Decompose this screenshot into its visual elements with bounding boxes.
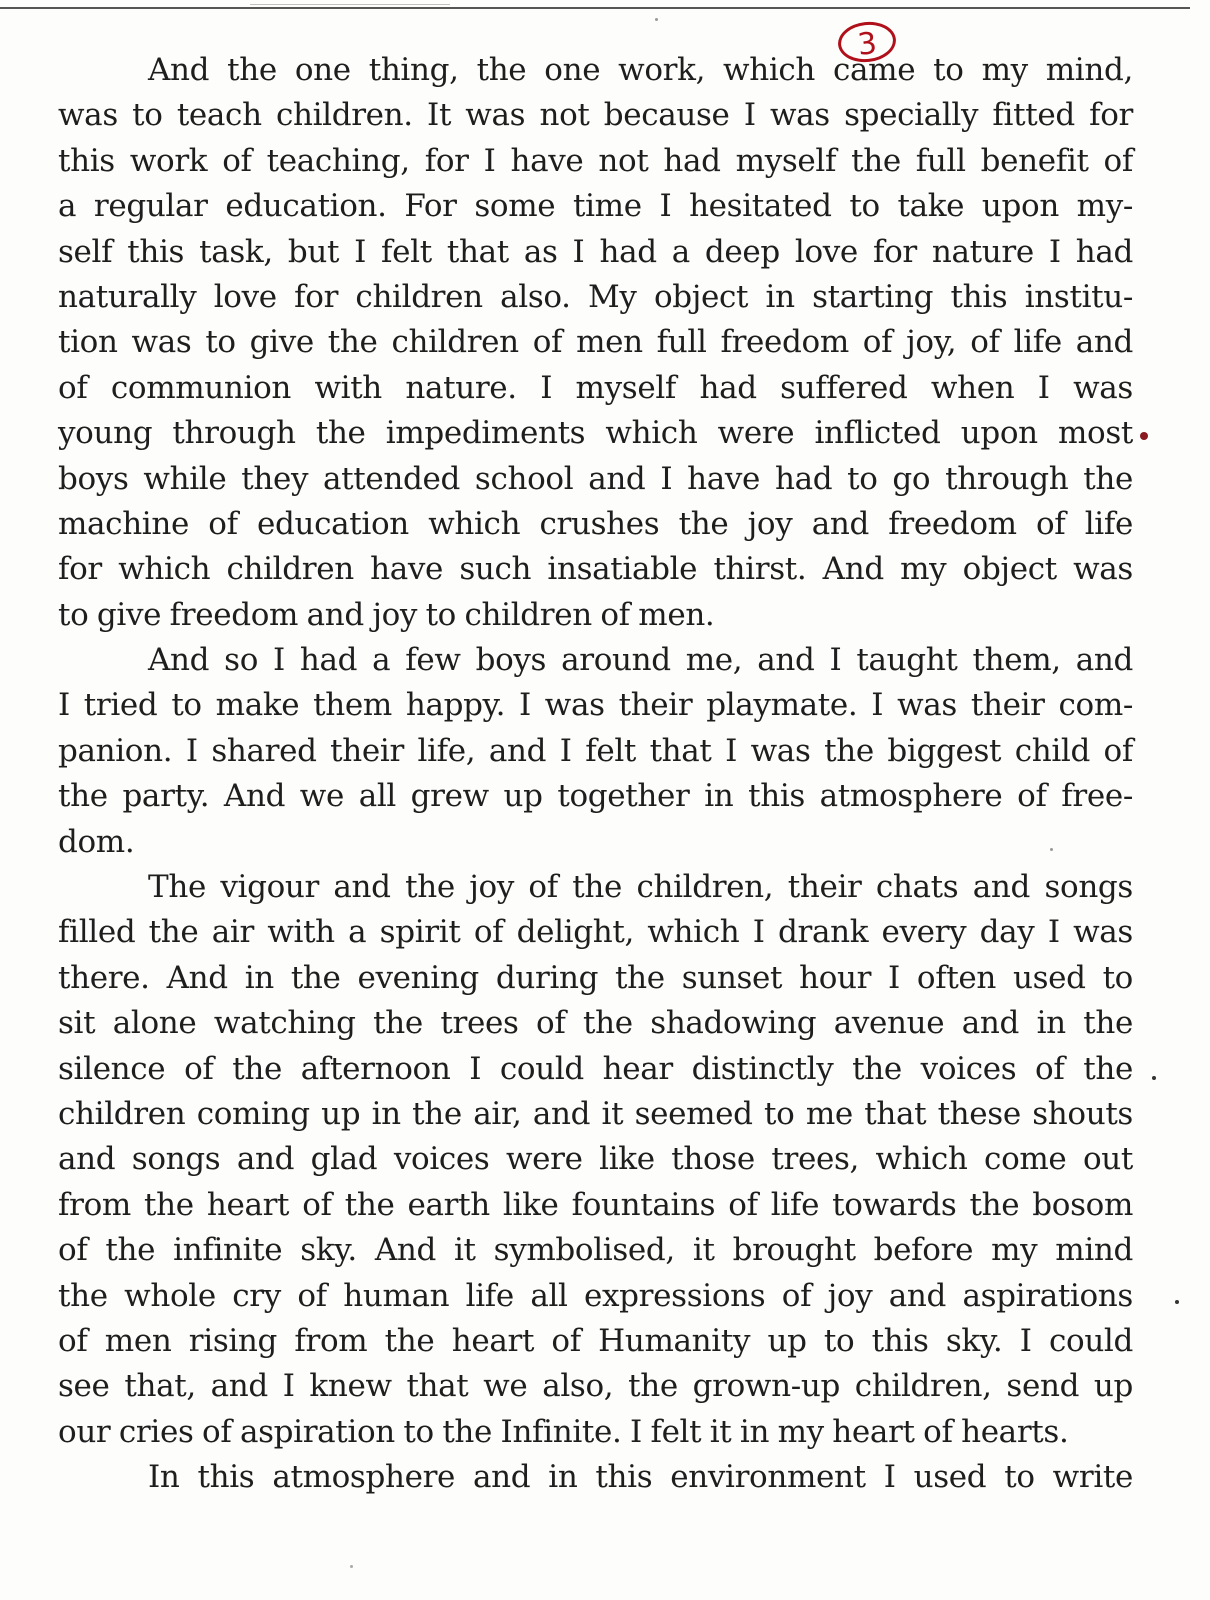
text-line: self this task, but I felt that as I had a deep love for nature I had <box>58 233 1133 270</box>
text-line: of communion with nature. I myself had suffered when I was <box>58 369 1133 406</box>
text-line: to give freedom and joy to children of men. <box>58 596 715 633</box>
text-line: dom. <box>58 823 135 860</box>
text-line: see that, and I knew that we also, the grown-up children, send up <box>58 1368 1133 1405</box>
text-line: this work of teaching, for I have not had myself the full benefit of <box>58 142 1133 179</box>
text-line: boys while they attended school and I have had to go through the <box>58 460 1133 497</box>
text-line: of men rising from the heart of Humanity up to this sky. I could <box>58 1322 1133 1359</box>
scan-speck <box>1175 1300 1179 1304</box>
top-rule-faint-line <box>250 0 450 5</box>
text-line: I tried to make them happy. I was their playmate. I was their com- <box>58 687 1133 724</box>
text-line: filled the air with a spirit of delight, which I drank every day I was <box>58 914 1133 951</box>
text-line: there. And in the evening during the sunset hour I often used to <box>58 959 1133 996</box>
text-line: was to teach children. It was not because I was specially fitted for <box>58 97 1133 134</box>
text-line: naturally love for children also. My object in starting this institu- <box>58 278 1133 315</box>
text-line: children coming up in the air, and it seemed to me that these shouts <box>58 1095 1133 1132</box>
scan-speck <box>1152 1076 1156 1080</box>
text-line: machine of education which crushes the joy and freedom of life <box>58 505 1133 542</box>
text-line: of the infinite sky. And it symbolised, it brought before my mind <box>58 1232 1133 1269</box>
text-line: and songs and glad voices were like those trees, which come out <box>58 1141 1133 1178</box>
scan-speck <box>1050 848 1053 851</box>
handwritten-page-number: 3 <box>836 19 898 65</box>
scan-speck <box>655 18 658 21</box>
text-line: for which children have such insatiable thirst. And my object was <box>58 551 1133 588</box>
body-text <box>58 48 1133 1501</box>
text-line: young through the impediments which were inflicted upon most <box>58 415 1133 452</box>
text-line: And the one thing, the one work, which came to my mind, <box>148 52 1133 88</box>
text-line: And so I had a few boys around me, and I taught them, and <box>148 642 1133 679</box>
top-rule-line <box>0 0 1190 9</box>
text-line: In this atmosphere and in this environment I used to write <box>148 1459 1133 1496</box>
scan-speck <box>1140 432 1148 440</box>
text-line: from the heart of the earth like fountains of life towards the bosom <box>58 1186 1133 1223</box>
text-line: sit alone watching the trees of the shadowing avenue and in the <box>58 1005 1133 1042</box>
text-line: a regular education. For some time I hesitated to take upon my- <box>58 188 1133 225</box>
text-line: the party. And we all grew up together in this atmosphere of free- <box>58 778 1133 815</box>
scan-speck <box>350 1565 353 1568</box>
text-line: our cries of aspiration to the Infinite. I felt it in my heart of hearts. <box>58 1413 1069 1450</box>
text-line: silence of the afternoon I could hear distinctly the voices of the <box>58 1050 1133 1087</box>
text-line: the whole cry of human life all expressions of joy and aspirations <box>58 1277 1133 1314</box>
text-line: tion was to give the children of men full freedom of joy, of life and <box>58 324 1133 361</box>
text-line: panion. I shared their life, and I felt that I was the biggest child of <box>58 732 1133 769</box>
text-line: The vigour and the joy of the children, their chats and songs <box>148 869 1133 906</box>
